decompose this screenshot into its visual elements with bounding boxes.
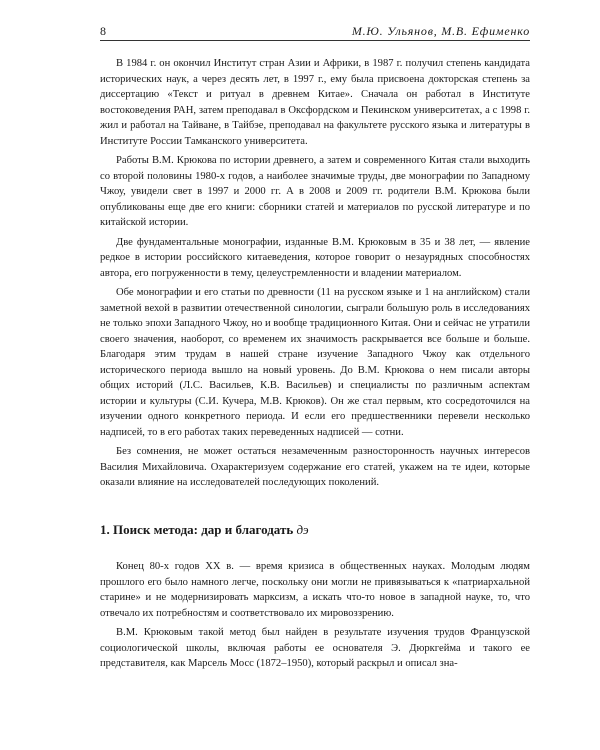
paragraph: Две фундаментальные монографии, изданные В.М. Крюковым в 35 и 38 лет, — явление редкое в истории российского китаеведения, которое говорит о незаурядных способностях автора, его погруженности в тему, целеустремленности и владении материалом. (100, 236, 530, 279)
running-title: М.Ю. Ульянов, М.В. Ефименко (351, 24, 530, 38)
paragraph: В.М. Крюковым такой метод был найден в результате изучения трудов Французской социологической школы, включая работы ее основателя Э. Дюркгейма и такого ее представителя, как Марсель Мосс (1872–1950), который раскрыл и описал зна- (100, 627, 530, 669)
running-header (100, 24, 530, 39)
page-number: 8 (100, 24, 106, 38)
section-heading-text: 1. Поиск метода: дар и благодать (100, 521, 294, 537)
body-text (100, 56, 530, 676)
paragraph: Работы В.М. Крюкова по истории древнего, а затем и современного Китая стали выходить со второй половины 1980-х годов, а наиболее значимые труды, две монографии по Западному Чжоу, увидели свет в 1997 и 2000 гг. А в 2008 и 2009 гг. родители В.М. Крюкова были опубликованы еще две его книги: сборники статей и материалов по русской литературе и по китайской истории. (100, 155, 530, 228)
paragraph: Обе монографии и его статьи по древности (11 на русском языке и 1 на английском) стали заметной вехой в развитии отечественной синологии, сыграли большую роль в исследованиях не только эпохи Западного Чжоу, но и вообще традиционного Китая. Они и сейчас не утратили своего значения, наоборот, со временем их значимость раскрывается все больше и больше. Благодаря этим трудам в нашей стране изучение Западного Чжоу как отдельного исторического периода вышло на новый уровень. До В.М. Крюкова о нем писали авторы общих историй (Л.С. Васильев, К.В. Васильев) и специалисты по различным аспектам истории и культуры (С.И. Кучера, М.В. Крюков). Он же стал первым, кто сосредоточился на изучении одного конкретного периода. И если его предшественники перевели несколько надписей, то в его работах таких переведенных надписей — сотни. (100, 287, 530, 438)
section-heading-term: дэ (296, 521, 309, 537)
paragraph: В 1984 г. он окончил Институт стран Азии и Африки, в 1987 г. получил степень кандидата исторических наук, а через десять лет, в 1997 г., ему была присвоена докторская степень за диссертацию «Текст и ритуал в древнем Китае». Сначала он работал в Институте востоковедения РАН, затем преподавал в Оксфордском и Пекинском университетах, а с 1998 г. жил и работал на Тайване, в Тайбэе, преподавал на факультете русского языка и литературы в Институте России Тамканского университета. (100, 58, 530, 147)
paragraph: Конец 80-х годов XX в. — время кризиса в общественных науках. Молодым людям прошлого его было намного легче, поскольку они могли не привязываться к «патриархальной старине» и не модернизировать марксизм, а искать что-то новое в западной науке, то, что отвечало их потребностям и соответствовало их мировоззрению. (100, 561, 530, 619)
paragraph: Без сомнения, не может остаться незамеченным разносторонность научных интересов Василия Михайловича. Охарактеризуем содержание его статей, укажем на те идеи, которые оказали влияние на исследователей последующих поколений. (100, 446, 530, 488)
section-heading (100, 522, 530, 538)
header-rule (100, 40, 530, 41)
